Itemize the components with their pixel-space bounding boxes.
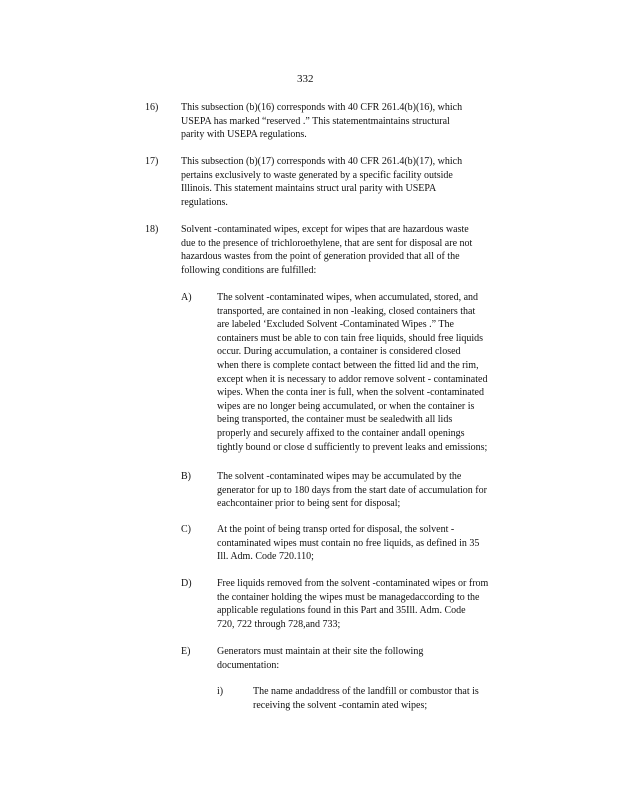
text-line: tightly bound or close d sufficiently to prevent leaks and emissions; bbox=[217, 441, 488, 453]
text-line: Free liquids removed from the solvent -contaminated wipes or from bbox=[217, 578, 489, 589]
text-line: containers must be able to con tain free liquids, should free liquids bbox=[217, 332, 484, 344]
item-label: C) bbox=[181, 524, 191, 535]
text-line: eachcontainer prior to being sent for disposal; bbox=[217, 498, 401, 510]
item-text bbox=[217, 291, 543, 454]
text-line: transported, are contained in non -leaking, closed containers that bbox=[217, 305, 476, 317]
item-text bbox=[217, 523, 543, 564]
text-line: The solvent -contaminated wipes, when accumulated, stored, and bbox=[217, 292, 479, 303]
item-text bbox=[181, 101, 533, 142]
text-line: Illinois. This statement maintains struct ural parity with USEPA bbox=[181, 183, 437, 195]
page-number: 332 bbox=[297, 73, 314, 85]
text-line: the container holding the wipes must be managedaccording to the bbox=[217, 591, 480, 603]
text-line: USEPA has marked “reserved .” This statementmaintains structural bbox=[181, 115, 450, 127]
text-line: due to the presence of trichloroethylene, that are sent for disposal are not bbox=[181, 237, 473, 249]
text-line: This subsection (b)(16) corresponds with 40 CFR 261.4(b)(16), which bbox=[181, 102, 463, 113]
item-label: D) bbox=[181, 578, 192, 589]
item-label: A) bbox=[181, 292, 192, 303]
text-line: when there is complete contact between the fitted lid and the rim, bbox=[217, 359, 479, 371]
text-line: occur. During accumulation, a container is considered closed bbox=[217, 346, 461, 358]
text-line: except when it is necessary to addor remove solvent - contaminated bbox=[217, 373, 488, 385]
text-line: At the point of being transp orted for disposal, the solvent - bbox=[217, 524, 455, 535]
item-label: B) bbox=[181, 471, 191, 482]
item-label: i) bbox=[217, 686, 224, 697]
text-line: Solvent -contaminated wipes, except for wipes that are hazardous waste bbox=[181, 224, 469, 235]
text-line: wipes are no longer being accumulated, or when the container is bbox=[217, 400, 475, 412]
item-text bbox=[217, 577, 543, 631]
text-line: documentation: bbox=[217, 659, 280, 671]
text-line: The name andaddress of the landfill or combustor that is bbox=[253, 686, 479, 697]
text-line: properly and securely affixed to the container andall openings bbox=[217, 427, 465, 439]
item-label: 17) bbox=[145, 156, 159, 167]
item-text bbox=[217, 645, 543, 672]
text-line: pertains exclusively to waste generated by a specific facility outside bbox=[181, 169, 453, 181]
item-label: 16) bbox=[145, 102, 159, 113]
text-line: being transported, the container must be sealedwith all lids bbox=[217, 414, 453, 426]
text-line: following conditions are fulfilled: bbox=[181, 264, 317, 276]
text-line: hazardous wastes from the point of generation provided that all of the bbox=[181, 251, 460, 263]
item-label: E) bbox=[181, 646, 191, 657]
text-line: regulations. bbox=[181, 196, 228, 208]
text-line: are labeled ‘Excluded Solvent -Contaminated Wipes .” The bbox=[217, 319, 454, 331]
item-text bbox=[181, 155, 533, 209]
item-text bbox=[181, 223, 533, 277]
text-line: parity with USEPA regulations. bbox=[181, 129, 307, 141]
item-text bbox=[217, 470, 543, 511]
text-line: applicable regulations found in this Part and 35Ill. Adm. Code bbox=[217, 605, 466, 617]
text-line: Ill. Adm. Code 720.110; bbox=[217, 551, 314, 563]
text-line: wipes. When the conta iner is full, when the solvent -contaminated bbox=[217, 387, 484, 399]
item-text bbox=[253, 685, 533, 712]
text-line: generator for up to 180 days from the start date of accumulation for bbox=[217, 484, 487, 496]
text-line: receiving the solvent -contamin ated wipes; bbox=[253, 699, 428, 711]
text-line: 720, 722 through 728,and 733; bbox=[217, 618, 341, 630]
item-label: 18) bbox=[145, 224, 159, 235]
text-line: Generators must maintain at their site the following bbox=[217, 646, 424, 657]
text-line: The solvent -contaminated wipes may be accumulated by the bbox=[217, 471, 462, 482]
text-line: This subsection (b)(17) corresponds with 40 CFR 261.4(b)(17), which bbox=[181, 156, 463, 167]
text-line: contaminated wipes must contain no free liquids, as defined in 35 bbox=[217, 537, 480, 549]
